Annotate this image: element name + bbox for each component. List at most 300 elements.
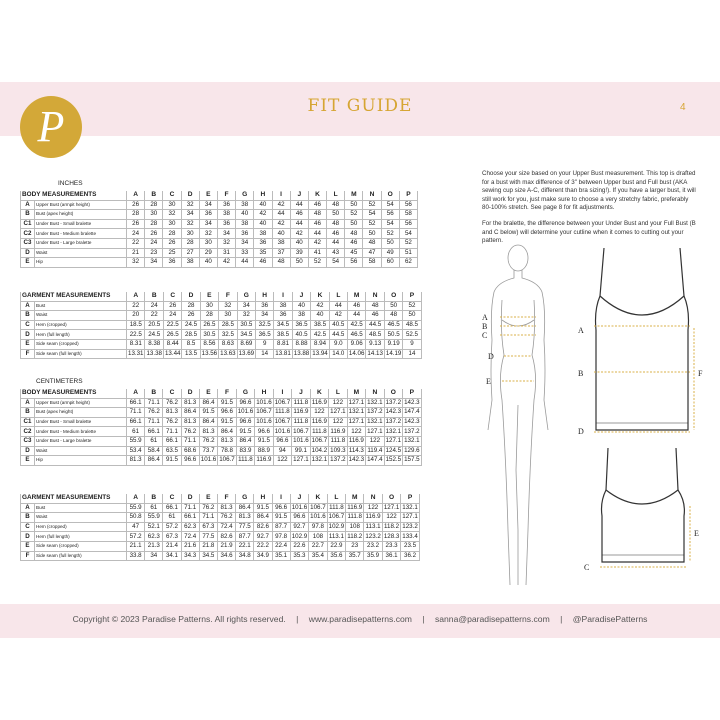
size-header: H xyxy=(255,389,273,398)
table-cell: 123.2 xyxy=(402,523,418,531)
table-cell: 142.3 xyxy=(385,408,402,416)
table-row xyxy=(21,248,418,258)
figure-label-a: A xyxy=(482,313,488,322)
table-cell: 101.6 xyxy=(291,503,308,511)
social-handle[interactable]: @ParadisePatterns xyxy=(572,614,648,624)
garment-label-d: D xyxy=(578,427,584,436)
table-cell: 92.7 xyxy=(254,532,272,542)
table-cell: 57.2 xyxy=(127,532,145,542)
table-cell: 58 xyxy=(399,210,417,220)
size-header: E xyxy=(199,389,217,398)
measurement-code: B xyxy=(21,513,35,523)
size-header: A xyxy=(127,292,145,301)
measurement-code: E xyxy=(21,541,35,551)
size-header: A xyxy=(127,494,145,503)
measurement-label: Under Bust - Medium bralette xyxy=(35,229,127,239)
table-cell: 28 xyxy=(182,301,200,311)
table-cell: 147.4 xyxy=(404,408,420,416)
table-cell: 36 xyxy=(274,311,292,321)
table-cell: 46 xyxy=(347,301,365,311)
measurement-code: C3 xyxy=(21,238,35,248)
table-cell: 24 xyxy=(127,229,145,239)
table-cell: 13.81 xyxy=(275,349,291,357)
table-cell: 44 xyxy=(329,301,347,311)
table-cell: 42 xyxy=(329,311,347,321)
measurement-label: Waist xyxy=(35,513,127,523)
table-cell: 111.8 xyxy=(238,456,253,464)
table-cell: 157.5 xyxy=(404,456,420,464)
size-header: G xyxy=(237,292,255,301)
table-cell: 91.5 xyxy=(199,408,217,418)
table-cell: 111.8 xyxy=(293,418,309,426)
size-header: O xyxy=(384,389,402,398)
brand-logo xyxy=(20,96,82,158)
table-cell: 34 xyxy=(199,219,217,229)
table-cell: 30 xyxy=(181,229,199,239)
table-cell: 96.6 xyxy=(272,503,290,513)
table-cell: 50 xyxy=(327,210,345,220)
table-cell: 94 xyxy=(273,446,291,456)
table-cell: 106.7 xyxy=(274,418,291,426)
table-cell: 101.6 xyxy=(310,513,326,521)
table-cell: 38 xyxy=(292,311,310,321)
page-title: FIT GUIDE xyxy=(307,96,413,116)
table-cell: 38.5 xyxy=(274,330,292,340)
table-cell: 36.5 xyxy=(292,320,310,330)
table-cell: 97.8 xyxy=(272,532,290,542)
table-cell: 52 xyxy=(363,219,381,229)
table-header-row xyxy=(21,292,422,301)
table-cell: 116.9 xyxy=(365,513,381,521)
measurement-label: Hem (full length) xyxy=(35,532,127,542)
table-cell: 44 xyxy=(236,258,254,268)
table-cell: 52.1 xyxy=(145,522,163,532)
table-cell: 54 xyxy=(363,210,381,220)
table-cell: 152.5 xyxy=(385,456,402,464)
table-cell: 32 xyxy=(237,311,255,321)
table-cell: 44 xyxy=(290,219,308,229)
size-header: D xyxy=(181,389,199,398)
table-cell: 91.5 xyxy=(255,436,273,446)
email-link[interactable]: sanna@paradisepatterns.com xyxy=(434,614,550,624)
bralette-label-e: E xyxy=(694,529,699,538)
table-cell: 116.9 xyxy=(311,398,327,406)
table-cell: 122 xyxy=(347,427,365,437)
table-row xyxy=(21,446,422,456)
table-cell: 34.6 xyxy=(217,551,235,561)
table-cell: 113.1 xyxy=(365,523,381,531)
table-cell: 26 xyxy=(127,200,145,210)
size-header: K xyxy=(308,191,326,200)
table-cell: 66.1 xyxy=(163,436,181,446)
measurement-label: Hem (cropped) xyxy=(35,522,127,532)
table-cell: 42 xyxy=(290,229,308,239)
inches-label: INCHES xyxy=(58,180,83,187)
table-cell: 38 xyxy=(272,238,290,248)
instructions-paragraph: For the bralette, the difference between your Under Bust and your Full Bust (B and C below) will determine your cutline when it comes to cutting out your pattern. xyxy=(482,219,696,245)
table-cell: 54 xyxy=(381,200,399,210)
size-header: L xyxy=(329,292,347,301)
table-cell: 66.1 xyxy=(127,398,145,408)
size-header: B xyxy=(145,389,163,398)
table-cell: 76.2 xyxy=(181,427,199,437)
measurement-code: C2 xyxy=(21,229,35,239)
table-cell: 50.8 xyxy=(127,513,145,523)
table-cell: 28 xyxy=(200,311,218,321)
measurement-label: Under Bust - Large bralette xyxy=(35,436,127,446)
size-header: P xyxy=(399,191,417,200)
footer-separator: | xyxy=(560,614,563,624)
size-header: I xyxy=(273,389,291,398)
table-cell: 101.6 xyxy=(200,456,217,464)
table-cell: 102.9 xyxy=(328,523,345,531)
table-cell: 118.2 xyxy=(384,523,400,531)
table-cell: 21.9 xyxy=(217,541,235,551)
table-cell: 32 xyxy=(199,229,217,239)
tank-top-sketch xyxy=(596,248,689,430)
table-cell: 56 xyxy=(399,219,417,229)
table-cell: 47 xyxy=(127,522,145,532)
website-link[interactable]: www.paradisepatterns.com xyxy=(308,614,412,624)
table-cell: 81.3 xyxy=(236,513,254,523)
table-cell: 142.3 xyxy=(348,456,365,464)
table-cell: 46 xyxy=(327,229,345,239)
table-cell: 122 xyxy=(310,408,328,418)
table-cell: 127.1 xyxy=(330,408,346,416)
table-cell: 137.2 xyxy=(367,408,383,416)
table-cell: 8.81 xyxy=(274,339,292,349)
table-cell: 78.8 xyxy=(218,446,236,456)
table-cell: 56 xyxy=(381,210,399,220)
table-cell: 111.8 xyxy=(275,408,290,416)
table-cell: 116.9 xyxy=(311,418,327,426)
size-header: D xyxy=(181,191,199,200)
inch-garment-table xyxy=(20,292,422,359)
table-cell: 32 xyxy=(219,301,237,311)
table-cell: 24 xyxy=(145,238,163,248)
table-cell: 71.1 xyxy=(181,436,199,446)
table-cell: 48 xyxy=(384,311,402,321)
table-cell: 132.1 xyxy=(367,398,383,406)
table-cell: 77.5 xyxy=(236,522,254,532)
table-cell: 54 xyxy=(399,229,417,239)
table-cell: 14.0 xyxy=(329,349,347,359)
table-row xyxy=(21,210,418,220)
table-cell: 13.38 xyxy=(146,349,162,357)
table-cell: 111.8 xyxy=(312,427,327,435)
table-cell: 116.9 xyxy=(256,456,272,464)
table-cell: 42 xyxy=(308,238,326,248)
table-cell: 55.9 xyxy=(127,436,145,446)
table-cell: 8.38 xyxy=(145,339,163,349)
table-cell: 122 xyxy=(273,456,291,466)
table-cell: 109.3 xyxy=(330,446,346,454)
size-header: J xyxy=(292,389,310,398)
table-row xyxy=(21,436,422,446)
table-cell: 111.8 xyxy=(347,513,363,521)
table-cell: 86.4 xyxy=(181,408,199,418)
measurement-code: A xyxy=(21,503,35,513)
table-cell: 33 xyxy=(236,248,254,258)
table-cell: 96.6 xyxy=(236,398,254,408)
table-cell: 30.5 xyxy=(237,320,255,330)
measurement-label: Side seam (full length) xyxy=(35,349,127,359)
table-cell: 114.3 xyxy=(348,446,364,454)
table-cell: 102.9 xyxy=(291,532,308,540)
table-cell: 14.19 xyxy=(385,349,402,357)
table-cell: 96.6 xyxy=(218,408,236,418)
table-cell: 28 xyxy=(145,219,163,229)
table-cell: 137.2 xyxy=(404,427,420,435)
table-cell: 13.69 xyxy=(238,349,255,357)
table-cell: 46 xyxy=(366,311,384,321)
table-cell: 30 xyxy=(219,311,237,321)
table-cell: 30 xyxy=(199,238,217,248)
table-cell: 43 xyxy=(327,248,345,258)
size-header: N xyxy=(366,292,384,301)
inch-body-table xyxy=(20,191,418,268)
table-cell: 22.1 xyxy=(236,541,254,551)
size-header: M xyxy=(347,292,365,301)
table-cell: 137.2 xyxy=(385,418,402,426)
measurement-label: Waist xyxy=(35,311,127,321)
table-cell: 24 xyxy=(145,301,163,311)
measurement-code: C2 xyxy=(21,427,35,437)
table-cell: 24.5 xyxy=(182,320,200,330)
table-row xyxy=(21,503,420,513)
measurement-label: Hip xyxy=(35,456,127,466)
measurement-label: Side seam (full length) xyxy=(35,551,127,561)
table-cell: 86.4 xyxy=(199,398,217,408)
table-cell: 50 xyxy=(345,219,363,229)
table-cell: 53.4 xyxy=(127,446,145,456)
table-cell: 32 xyxy=(163,210,181,220)
table-cell: 40 xyxy=(292,301,310,311)
table-cell: 86.4 xyxy=(199,417,217,427)
table-cell: 119.4 xyxy=(367,446,383,454)
table-cell: 132.1 xyxy=(311,456,328,464)
table-cell: 46.5 xyxy=(384,320,402,330)
table-cell: 44.5 xyxy=(329,330,347,340)
size-header: B xyxy=(145,292,163,301)
size-header: I xyxy=(272,191,290,200)
table-cell: 22.5 xyxy=(163,320,181,330)
measurement-label: Hem (full length) xyxy=(35,330,127,340)
bralette-label-c: C xyxy=(584,563,590,572)
table-cell: 36 xyxy=(236,229,254,239)
table-cell: 23.2 xyxy=(364,541,382,551)
table-row xyxy=(21,219,418,229)
table-cell: 48 xyxy=(308,210,326,220)
table-cell: 34 xyxy=(145,258,163,268)
size-header: O xyxy=(382,494,400,503)
table-cell: 86.4 xyxy=(145,456,163,466)
measurement-label: Under Bust - Small bralette xyxy=(35,219,127,229)
table-cell: 31 xyxy=(217,248,235,258)
size-header: H xyxy=(254,191,272,200)
table-cell: 28 xyxy=(145,200,163,210)
size-header: F xyxy=(217,191,235,200)
table-cell: 101.6 xyxy=(293,437,309,445)
table-cell: 34.5 xyxy=(237,330,255,340)
measurement-label: Bust xyxy=(35,503,127,513)
bralette-sketch xyxy=(602,448,685,562)
table-cell: 46 xyxy=(308,200,326,210)
table-cell: 34.8 xyxy=(236,551,254,561)
measurement-label: Hip xyxy=(35,258,127,268)
size-header: N xyxy=(364,494,382,503)
table-cell: 55.9 xyxy=(127,503,145,513)
table-cell: 127.1 xyxy=(383,503,400,511)
size-header: F xyxy=(217,494,235,503)
table-cell: 73.7 xyxy=(199,446,217,456)
table-row xyxy=(21,258,418,268)
table-cell: 30 xyxy=(163,200,181,210)
table-cell: 13.88 xyxy=(293,349,310,357)
table-cell: 26.5 xyxy=(163,330,181,340)
table-cell: 40.5 xyxy=(292,330,310,340)
size-header: H xyxy=(254,494,272,503)
table-cell: 36 xyxy=(199,210,217,220)
table-cell: 122 xyxy=(364,503,382,513)
table-cell: 132.1 xyxy=(385,427,402,435)
garment-label-f: F xyxy=(698,369,703,378)
table-cell: 91.5 xyxy=(163,456,181,466)
table-cell: 66.1 xyxy=(163,503,181,513)
table-cell: 9.0 xyxy=(329,339,347,349)
table-cell: 111.8 xyxy=(330,437,346,445)
table-cell: 71.1 xyxy=(199,513,217,523)
table-row xyxy=(21,200,418,210)
table-cell: 26 xyxy=(145,229,163,239)
table-cell: 142.3 xyxy=(404,398,420,406)
table-cell: 106.7 xyxy=(328,513,345,521)
measurement-label: Under Bust - Medium bralette xyxy=(35,427,127,437)
table-cell: 22 xyxy=(127,301,145,311)
table-cell: 71.1 xyxy=(127,408,145,418)
table-cell: 48 xyxy=(366,301,384,311)
measurement-label: Waist xyxy=(35,248,127,258)
table-cell: 36 xyxy=(163,258,181,268)
table-cell: 82.6 xyxy=(254,522,272,532)
table-row xyxy=(21,349,422,359)
table-cell: 71.1 xyxy=(163,427,181,437)
page-number: 4 xyxy=(680,102,686,113)
table-cell: 67.3 xyxy=(163,532,181,542)
table-cell: 104.2 xyxy=(311,446,328,454)
table-cell: 9.06 xyxy=(347,339,365,349)
table-cell: 61 xyxy=(127,427,145,437)
measurement-code: E xyxy=(21,339,35,349)
table-cell: 91.5 xyxy=(218,398,236,408)
table-cell: 50 xyxy=(384,301,402,311)
table-cell: 61 xyxy=(145,436,163,446)
table-cell: 96.6 xyxy=(255,427,273,437)
size-header: M xyxy=(347,389,365,398)
table-cell: 13.63 xyxy=(220,349,236,357)
measurement-code: D xyxy=(21,446,35,456)
table-cell: 76.2 xyxy=(163,417,181,427)
table-header-row xyxy=(21,494,420,503)
size-header: N xyxy=(363,191,381,200)
measurement-code: E xyxy=(21,456,35,466)
table-row xyxy=(21,427,422,437)
table-row xyxy=(21,330,422,340)
table-cell: 68.6 xyxy=(181,446,199,456)
table-cell: 87.7 xyxy=(236,532,254,542)
table-cell: 34 xyxy=(217,229,235,239)
table-cell: 46 xyxy=(345,238,363,248)
table-cell: 26 xyxy=(127,219,145,229)
size-header: L xyxy=(327,191,345,200)
body-croquis xyxy=(488,245,548,585)
cm-body-table xyxy=(20,389,422,466)
measurement-code: A xyxy=(21,200,35,210)
table-cell: 40.5 xyxy=(329,320,347,330)
table-cell: 44 xyxy=(327,238,345,248)
table-cell: 29 xyxy=(199,248,217,258)
measurement-code: B xyxy=(21,311,35,321)
table-cell: 44 xyxy=(272,210,290,220)
table-cell: 118.2 xyxy=(347,532,363,540)
figure-label-d: D xyxy=(488,352,494,361)
table-cell: 56 xyxy=(345,258,363,268)
table-cell: 9 xyxy=(403,339,421,349)
table-cell: 34.3 xyxy=(181,551,199,561)
table-cell: 122 xyxy=(382,513,400,523)
table-cell: 97.8 xyxy=(309,522,327,532)
measurement-code: B xyxy=(21,210,35,220)
table-cell: 122 xyxy=(329,417,347,427)
centimeters-label: CENTIMETERS xyxy=(36,378,83,385)
size-header: A xyxy=(127,191,145,200)
table-cell: 42.5 xyxy=(347,320,365,330)
size-header: C xyxy=(163,292,181,301)
table-cell: 34 xyxy=(145,551,163,561)
table-cell: 111.8 xyxy=(329,503,344,511)
table-cell: 86.4 xyxy=(218,427,236,437)
measurement-code: D xyxy=(21,532,35,542)
table-cell: 40 xyxy=(236,210,254,220)
table-cell: 40 xyxy=(311,311,329,321)
table-cell: 116.9 xyxy=(293,408,309,416)
table-header-row xyxy=(21,389,422,398)
table-cell: 54 xyxy=(381,219,399,229)
table-cell: 21.4 xyxy=(163,541,181,551)
table-cell: 8.56 xyxy=(200,339,218,349)
table-cell: 46 xyxy=(290,210,308,220)
table-cell: 132.1 xyxy=(367,418,383,426)
size-header: J xyxy=(290,191,308,200)
table-cell: 60 xyxy=(381,258,399,268)
size-header: C xyxy=(163,494,181,503)
measurement-label: Upper Bust (armpit height) xyxy=(35,200,127,210)
table-cell: 82.6 xyxy=(217,532,235,542)
table-cell: 14 xyxy=(256,349,274,359)
measurement-label: Bust xyxy=(35,301,127,311)
table-cell: 36 xyxy=(254,238,272,248)
measurement-label: Hem (cropped) xyxy=(35,320,127,330)
table-cell: 71.1 xyxy=(181,503,199,513)
table-cell: 106.7 xyxy=(256,408,272,416)
table-cell: 23.3 xyxy=(382,541,400,551)
table-cell: 36.5 xyxy=(256,330,274,340)
table-cell: 113.1 xyxy=(328,532,344,540)
measurement-code: E xyxy=(21,258,35,268)
table-cell: 40 xyxy=(199,258,217,268)
table-cell: 22.9 xyxy=(327,541,345,551)
table-row xyxy=(21,311,422,321)
